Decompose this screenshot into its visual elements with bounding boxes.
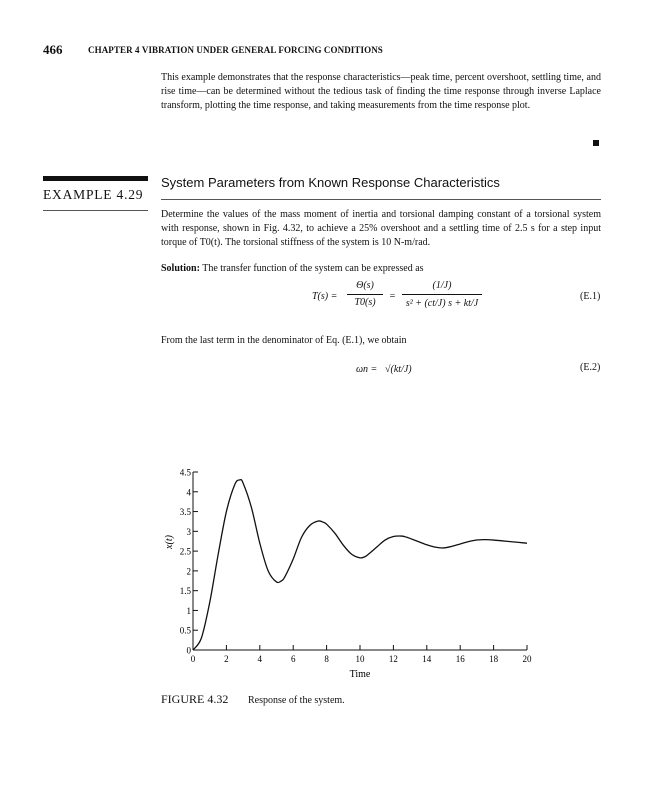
eq1-equals: = — [389, 291, 396, 302]
page-number: 466 — [43, 42, 63, 57]
eq1-numerator-b: (1/J) — [432, 280, 452, 291]
y-tick-label: 2 — [186, 566, 191, 577]
eq1-number: (E.1) — [580, 291, 601, 302]
eq1-fraction-bar-b — [402, 294, 482, 295]
eq1-fraction-bar-a — [347, 294, 383, 295]
y-tick-label: 1 — [186, 605, 191, 616]
x-tick-label: 14 — [422, 654, 432, 664]
y-tick-label: 3 — [186, 526, 191, 537]
eq1-lhs: T(s) = — [312, 291, 338, 302]
x-tick-label: 6 — [290, 654, 296, 664]
end-of-example-mark — [593, 140, 599, 146]
figure-label: FIGURE 4.32 — [161, 692, 229, 706]
eq2-lhs: ωn = — [356, 364, 378, 375]
solution-text: The transfer function of the system can be expressed as — [202, 263, 424, 274]
from-paragraph: From the last term in the denominator of Eq. (E.1), we obtain — [161, 335, 407, 346]
chart-axes — [193, 472, 527, 650]
y-tick-label: 1.5 — [179, 586, 191, 597]
x-tick-label: 12 — [388, 654, 398, 664]
x-tick-label: 20 — [522, 654, 532, 664]
example-label: EXAMPLE 4.29 — [43, 187, 144, 202]
y-tick-label: 2.5 — [179, 546, 191, 557]
x-tick-label: 16 — [455, 654, 465, 664]
x-axis-ticks — [191, 645, 532, 664]
x-axis-label: Time — [349, 669, 371, 680]
solution-paragraph — [161, 262, 601, 276]
x-tick-label: 18 — [489, 654, 499, 664]
y-tick-label: 0 — [186, 645, 191, 656]
x-tick-label: 8 — [324, 654, 329, 664]
y-tick-label: 4 — [186, 487, 191, 498]
y-axis-label: x(t) — [164, 535, 175, 549]
solution-label: Solution: — [161, 263, 200, 274]
x-tick-label: 0 — [190, 654, 196, 664]
eq1-numerator-a: Θ(s) — [356, 280, 374, 291]
y-axis-ticks — [180, 468, 198, 656]
y-tick-label: 0.5 — [179, 625, 191, 636]
example-bar — [43, 176, 148, 181]
eq2-number: (E.2) — [580, 362, 601, 373]
figure-caption: Response of the system. — [248, 695, 345, 706]
example-title-rule — [161, 199, 601, 200]
x-tick-label: 10 — [355, 654, 365, 664]
intro-paragraph: This example demonstrates that the response characteristics—peak time, percent overshoot, settling time, and rise time—can be determined without the tedious task of finding the time response through inverse Laplace transform, plotting the time response, and taking measurements from the time response plot. — [161, 72, 601, 111]
x-tick-label: 4 — [257, 654, 263, 664]
response-chart — [150, 460, 550, 685]
eq1-denominator-b: s² + (ct/J) s + kt/J — [405, 298, 479, 309]
eq2-rhs: √(kt/J) — [385, 364, 412, 375]
eq1-denominator-a: T0(s) — [354, 297, 376, 308]
y-tick-label: 4.5 — [179, 467, 191, 478]
problem-paragraph: Determine the values of the mass moment of inertia and torsional damping constant of a torsional system with response, shown in Fig. 4.32, to achieve a 25% overshoot and a settling time of 2.5 s for a step input torque of T0(t). The torsional stiffness of the system is 10 N-m/rad. — [161, 209, 601, 248]
x-tick-label: 2 — [224, 654, 229, 664]
y-tick-label: 3.5 — [179, 507, 191, 518]
example-title: System Parameters from Known Response Characteristics — [161, 175, 500, 190]
running-header: CHAPTER 4 VIBRATION UNDER GENERAL FORCING CONDITIONS — [88, 45, 383, 55]
example-label-rule — [43, 210, 148, 211]
series-line-response — [193, 480, 527, 650]
